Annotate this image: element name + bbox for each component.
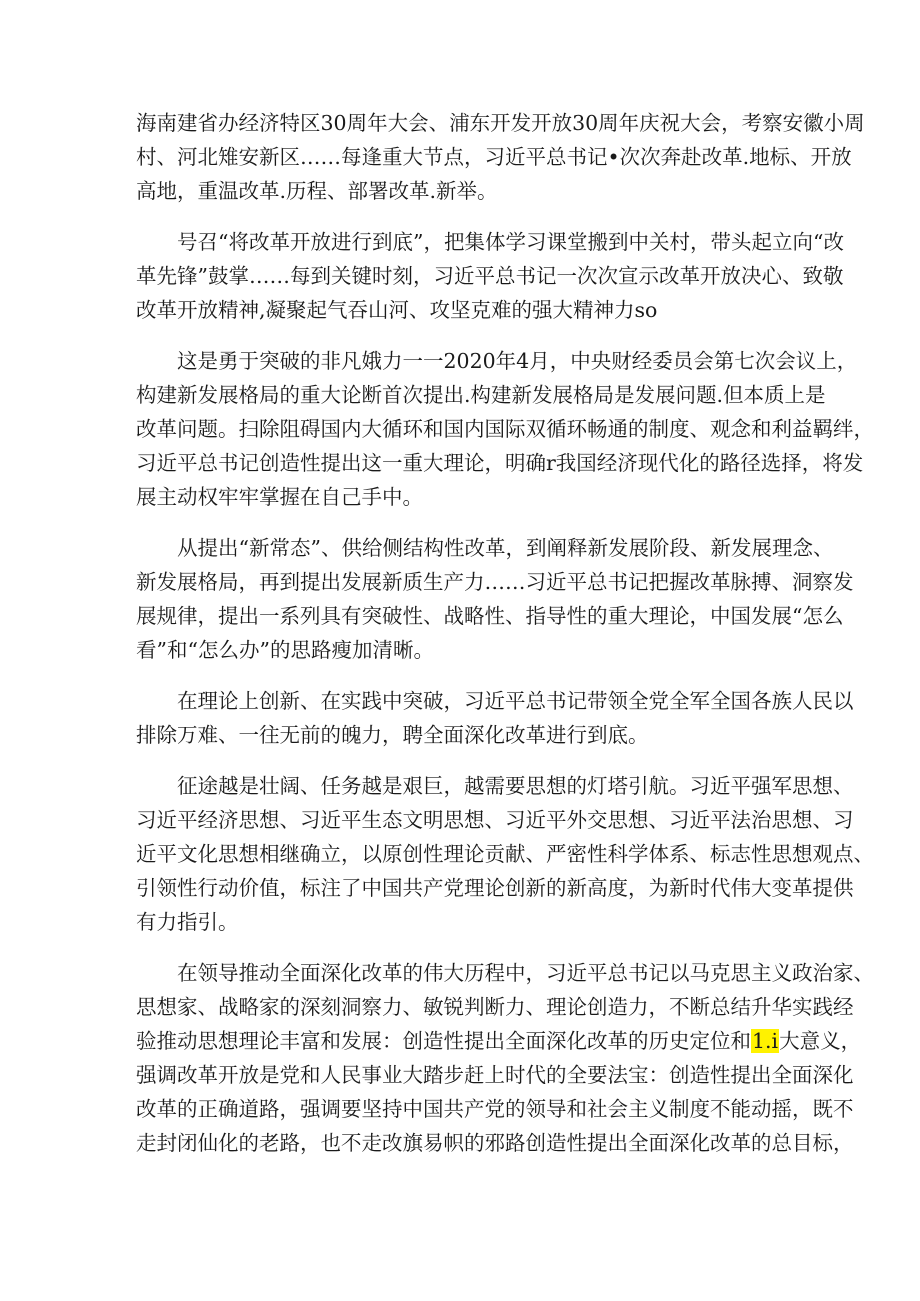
paragraph-1 bbox=[136, 106, 865, 208]
text-segment: 验推动思想理论丰富和发展：创造性提出全面深化改革的历史定位和 bbox=[136, 1029, 751, 1053]
text-line: 征途越是壮阔、任务越是艰巨，越需要思想的灯塔引航。习近平强军思想、 bbox=[177, 774, 854, 798]
text-line: 构建新发展格局的重大论断首次提出.构建新发展格局是发展问题.但本质上是 bbox=[136, 383, 826, 407]
paragraph-6 bbox=[136, 769, 874, 939]
text-line: 改革的正确道路，强调要坚持中国共产党的领导和社会主义制度不能动摇，既不 bbox=[136, 1097, 854, 1121]
text-line: 号召“将改革开放进行到底”，把集体学习课堂搬到中关村，带头起立向“改 bbox=[177, 230, 844, 254]
text-line: 海南建省办经济特区30周年大会、浦东开发开放30周年庆祝大会，考察安徽小周 bbox=[136, 111, 865, 135]
text-line: 有力指引。 bbox=[136, 910, 239, 934]
text-line: 强调改革开放是党和人民事业大踏步赶上时代的全要法宝：创造性提出全面深化 bbox=[136, 1063, 854, 1087]
document-body bbox=[136, 106, 874, 1177]
text-line: 新发展格局，再到提出发展新质生产力……习近平总书记把握改革脉搏、洞察发 bbox=[136, 570, 854, 594]
text-line: 改革开放精神,凝聚起气吞山河、攻坚克难的强大精神力so bbox=[136, 298, 658, 322]
text-line: 习近平总书记创造性提出这一重大理论，明确r我国经济现代化的路径选择，将发 bbox=[136, 451, 864, 475]
text-line: 这是勇于突破的非凡娥力一一2020年4月，中央财经委员会第七次会议上， bbox=[177, 349, 858, 373]
text-line: 从提出“新常态”、供给侧结构性改革，到阐释新发展阶段、新发展理念、 bbox=[177, 536, 834, 560]
paragraph-7 bbox=[136, 956, 874, 1160]
text-line: 展规律，提出一系列具有突破性、战略性、指导性的重大理论，中国发展“怎么 bbox=[136, 604, 844, 628]
paragraph-3 bbox=[136, 344, 874, 514]
text-line: 思想家、战略家的深刻洞察力、敏锐判断力、理论创造力，不断总结升华实践经 bbox=[136, 995, 854, 1019]
text-line: 展主动权牢牢掌握在自己手中。 bbox=[136, 485, 423, 509]
text-line: 习近平经济思想、习近平生态文明思想、习近平外交思想、习近平法治思想、习 bbox=[136, 808, 854, 832]
text-line: 近平文化思想相继确立，以原创性理论贡献、严密性科学体系、标志性思想观点、 bbox=[136, 842, 874, 866]
text-line: 看”和“怎么办”的思路瘦加清晰。 bbox=[136, 638, 434, 662]
text-segment: 大意义， bbox=[779, 1029, 862, 1053]
text-line: 在领导推动全面深化改革的伟大历程中，习近平总书记以马克思主义政治家、 bbox=[177, 961, 874, 985]
text-line: 引领性行动价值，标注了中国共产党理论创新的新高度，为新时代伟大变革提供 bbox=[136, 876, 854, 900]
paragraph-4 bbox=[136, 531, 854, 667]
text-line: 改革问题。扫除阻碍国内大循环和国内国际双循环畅通的制度、观念和利益羁绊， bbox=[136, 417, 874, 441]
text-line: 高地，重温改革.历程、部署改革.新举。 bbox=[136, 179, 498, 203]
paragraph-2 bbox=[136, 225, 844, 327]
text-line-with-highlight bbox=[136, 1024, 862, 1058]
text-line: 村、河北雉安新区……每逢重大节点，习近平总书记•次次奔赴改革.地标、开放 bbox=[136, 145, 852, 169]
paragraph-5 bbox=[136, 684, 854, 752]
text-line: 在理论上创新、在实践中突破，习近平总书记带领全党全军全国各族人民以 bbox=[177, 689, 854, 713]
text-line: 排除万难、一往无前的魄力，聘全面深化改革进行到底。 bbox=[136, 723, 649, 747]
highlighted-text: 1.i bbox=[752, 1029, 779, 1053]
text-line: 走封闭仙化的老路，也不走改旗易帜的邪路创造性提出全面深化改革的总目标， bbox=[136, 1131, 854, 1155]
text-line: 革先锋”鼓掌……每到关键时刻，习近平总书记一次次宣示改革开放决心、致敬 bbox=[136, 264, 844, 288]
